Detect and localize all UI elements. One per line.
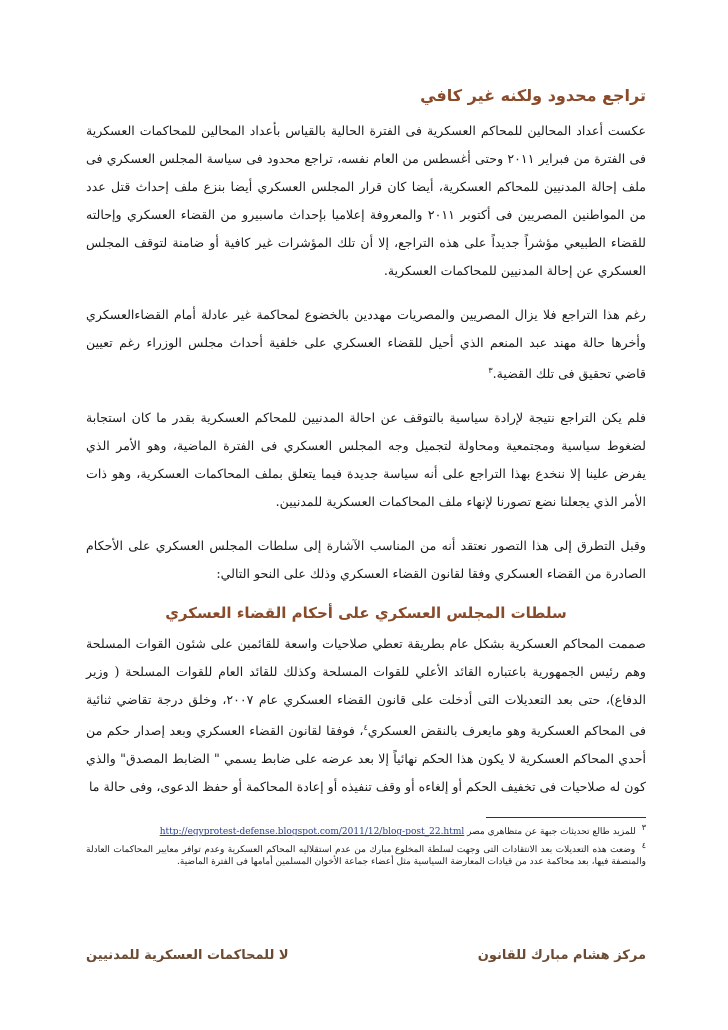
section-heading: سلطات المجلس العسكري على أحكام القضاء العسكري — [165, 604, 567, 623]
paragraph-5 — [86, 630, 646, 801]
page-footer — [86, 948, 646, 972]
footnote-text: للمزيد طالع تحديثات جبهة عن متظاهري مصر — [467, 827, 636, 838]
footnote-number: ٣ — [641, 823, 646, 833]
footnote-ref-4[interactable]: ٤ — [363, 723, 368, 733]
paragraph-2 — [86, 301, 646, 388]
page-title: تراجع محدود ولكنه غير كافي — [420, 86, 646, 105]
paragraph-5-text-b: ، فوفقا لقانون القضاء العسكري وبعد إصدار حكم من أحدي المحاكم العسكرية لا يكون هذا الحكم نهائياً إلا بعد عرضه على ضابط يسمي " الضابط المصدق" والذي كون له صلاحيات فى تخفيف الحكم أو إلغاءه أو وقف تنفيذه أو إعادة المحاكمة أو حفظ الدعوى، وفى حالة ما — [86, 723, 646, 795]
footnote-link[interactable]: http://egyprotest-defense.blogspot.com/2011/12/blog-post_22.html — [159, 827, 465, 838]
paragraph-2-text: رغم هذا التراجع فلا يزال المصريين والمصريات مهددين بالخضوع لمحاكمة غير عادلة أمام القضاءالعسكري وأخرها حالة مهند عبد المنعم الذي أحيل للقضاء العسكري على خلفية أحداث مجلس الوزراء رغم تعيين قاضي تحقيق فى تلك القضية. — [86, 307, 646, 382]
footer-organization: مركز هشام مبارك للقانون — [477, 948, 646, 963]
footnote-text: وضعت هذه التعديلات بعد الانتقادات التى وجهت لسلطة المخلوع مبارك من عدم استقلاليه المحاكم العسكرية وعدم توافر معايير المحاكمات العادلة والمنصفة فيها، بعد محاكمة عدد من قيادات المعارضة السياسية مثل أعضاء جماعة الأخوان المسلمين أمامها فى الفترة الماضية. — [86, 845, 646, 868]
footnote-3 — [86, 822, 646, 838]
footnote-ref-3[interactable]: ٣ — [488, 366, 493, 375]
paragraph-3: فلم يكن التراجع نتيجة لإرادة سياسية بالتوقف عن احالة المدنيين للمحاكم العسكرية بقدر ما كان استجابة لضغوط سياسية ومجتمعية ومحاولة لتجميل وجه المجلس العسكري فى الفترة الماضية، وهو الأمر الذي يفرض علينا إلا ننخدع بهذا التراجع على أنه سياسة جديدة فيما يتعلق بملف المحاكمات العسكرية، وهو ذات الأمر الذي يجعلنا نضع تصورنا لإنهاء ملف المحاكمات العسكرية للمدنيين. — [86, 410, 646, 510]
paragraph-1: عكست أعداد المحالين للمحاكم العسكرية فى الفترة الحالية بالقياس بأعداد المحالين للمحاكمات العسكرية فى الفترة من فبراير ٢٠١١ وحتى أغسطس من العام نفسه، تراجع محدود فى سياسة المجلس العسكري فى ملف إحالة المدنيين للمحاكم العسكرية، أيضا كان قرار المجلس العسكري أيضا بنزع ملف إحداث قتل عدد من المواطنين المصريين فى أكتوبر ٢٠١١ والمعروفة إعلاميا بإحداث ماسبيرو من القضاء العسكري وإحالته للقضاء الطبيعي مؤشراً جديداً على هذه التراجع، إلا أن تلك المؤشرات غير كافية أو ضامنة لتوقف المجلس العسكري عن إحالة المدنيين للمحاكمات العسكرية. — [86, 123, 646, 278]
footnote-divider — [486, 817, 646, 818]
paragraph-5-text-a: صممت المحاكم العسكرية بشكل عام بطريقة تعطي صلاحيات واسعة للقائمين على شئون القوات المسلحة وهم رئيس الجمهورية باعتباره القائد الأعلي للقوات المسلحة وكذلك للقائد العام للقوات المسلحة ( وزير الدفاع)، حتى بعد التعديلات التى أدخلت على قانون القضاء العسكري عام ٢٠٠٧، وخلق درجة تقاضي ثنائية فى المحاكم العسكرية وهو مايعرف بالنقض العسكري — [86, 636, 646, 739]
footnote-number: ٤ — [641, 841, 646, 851]
footer-slogan: لا للمحاكمات العسكرية للمدنيين — [86, 948, 289, 963]
footnotes — [86, 822, 646, 868]
paragraph-4: وقبل التطرق إلى هذا التصور نعتقد أنه من المناسب الآشارة إلى سلطات المجلس العسكري على الأحكام الصادرة من القضاء العسكري وفقا لقانون القضاء العسكري وذلك على النحو التالي: — [86, 538, 646, 582]
footnote-4 — [86, 840, 646, 868]
document-body — [86, 86, 646, 870]
